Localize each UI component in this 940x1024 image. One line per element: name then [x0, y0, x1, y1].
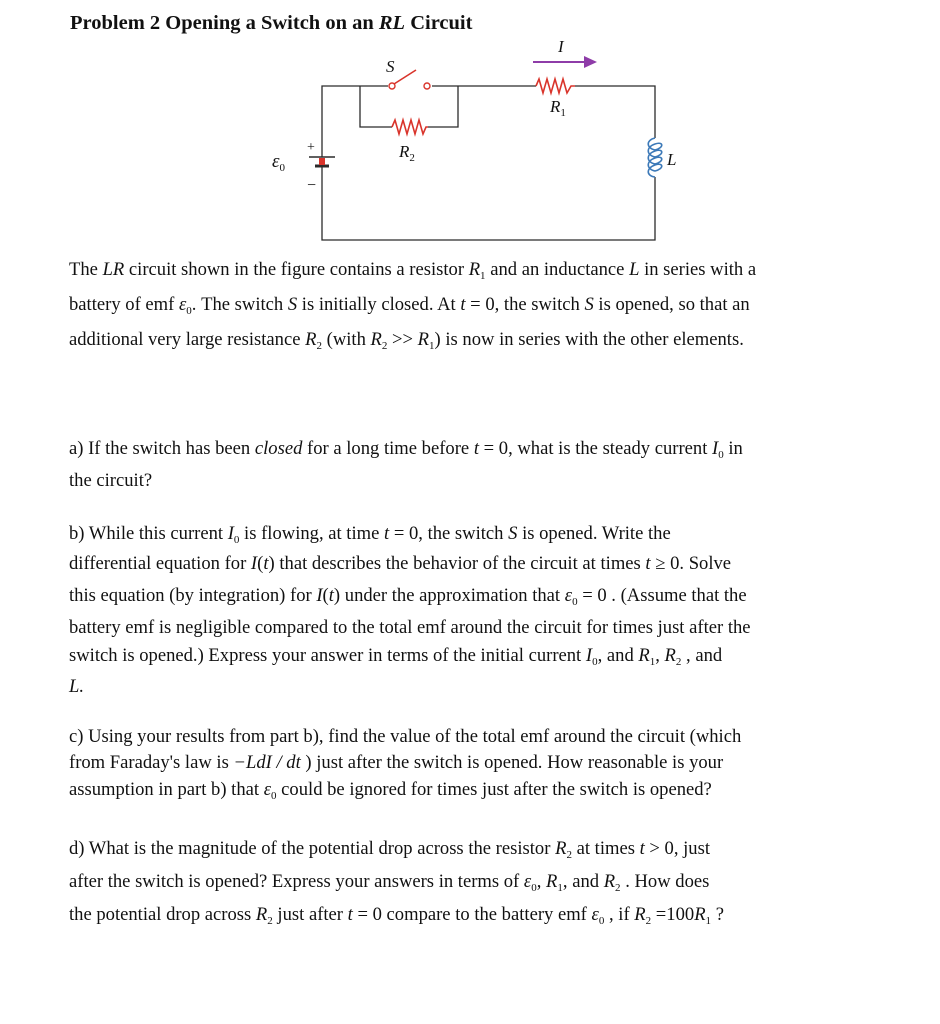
part-b-line-5: switch is opened.) Express your answer in terms of the initial current $I_0$, and $R_1$, $R_2$ , and	[69, 645, 723, 668]
problem-title: Problem 2 Opening a Switch on an RL Circuit	[70, 12, 473, 34]
inductor-symbol	[648, 138, 662, 177]
r2-label: $R_2$	[399, 142, 415, 164]
part-d-line-2: after the switch is opened? Express your answers in terms of $\varepsilon_0$, $R_1$, and $R_2$ . How does	[69, 871, 710, 894]
battery-symbol	[309, 152, 335, 175]
part-b-line-1: b) While this current $I_0$ is flowing, at time t = 0, the switch S is opened. Write the	[69, 523, 671, 546]
part-a-line-2: the circuit?	[69, 470, 153, 491]
rl-circuit-diagram	[0, 0, 940, 260]
part-b-line-2: differential equation for I(t) that describes the behavior of the circuit at times t ≥ 0. Solve	[69, 553, 732, 574]
part-a-line-1: a) If the switch has been closed for a long time before t = 0, what is the steady current $I_0$ in	[69, 438, 743, 461]
emf-label: $\varepsilon_0$	[272, 151, 285, 174]
resistor-r2-symbol	[392, 120, 428, 134]
intro-line-3: additional very large resistance $R_2$ (with $R_2 >> R_1$) is now in series with the other elements.	[69, 329, 744, 352]
resistor-r1-symbol	[536, 79, 575, 93]
battery-plus-label: +	[307, 140, 315, 155]
intro-line-1: The LR circuit shown in the figure contains a resistor $R_1$ and an inductance L in series with a	[69, 259, 757, 282]
switch-symbol	[389, 70, 430, 89]
part-b-line-6: L.	[69, 676, 84, 697]
current-arrow-icon	[533, 56, 597, 68]
battery-minus-label: −	[307, 177, 317, 194]
circuit-wires	[322, 86, 655, 240]
r1-label: $R_1$	[550, 97, 566, 119]
intro-line-2: battery of emf $\varepsilon_0$. The switch S is initially closed. At t = 0, the switch S is opened, so that an	[69, 294, 750, 317]
part-d-line-1: d) What is the magnitude of the potential drop across the resistor $R_2$ at times t > 0, just	[69, 838, 711, 861]
part-d-line-3: the potential drop across $R_2$ just after t = 0 compare to the battery emf $\varepsilon_0$ , if $R_2 =100R_1$ ?	[69, 904, 724, 927]
inductor-label: L	[667, 150, 677, 169]
part-c-line-2: from Faraday's law is −LdI / dt ) just after the switch is opened. How reasonable is your	[69, 752, 724, 773]
part-b-line-3: this equation (by integration) for I(t) under the approximation that $\varepsilon_0 = 0$ . (Assume that the	[69, 585, 747, 608]
part-b-line-4: battery emf is negligible compared to the total emf around the circuit for times just after the	[69, 617, 751, 638]
current-label: I	[558, 37, 564, 56]
switch-label: S	[386, 57, 395, 76]
part-c-line-1: c) Using your results from part b), find the value of the total emf around the circuit (which	[69, 726, 742, 747]
part-c-line-3: assumption in part b) that $\varepsilon_0$ could be ignored for times just after the switch is opened?	[69, 779, 712, 802]
